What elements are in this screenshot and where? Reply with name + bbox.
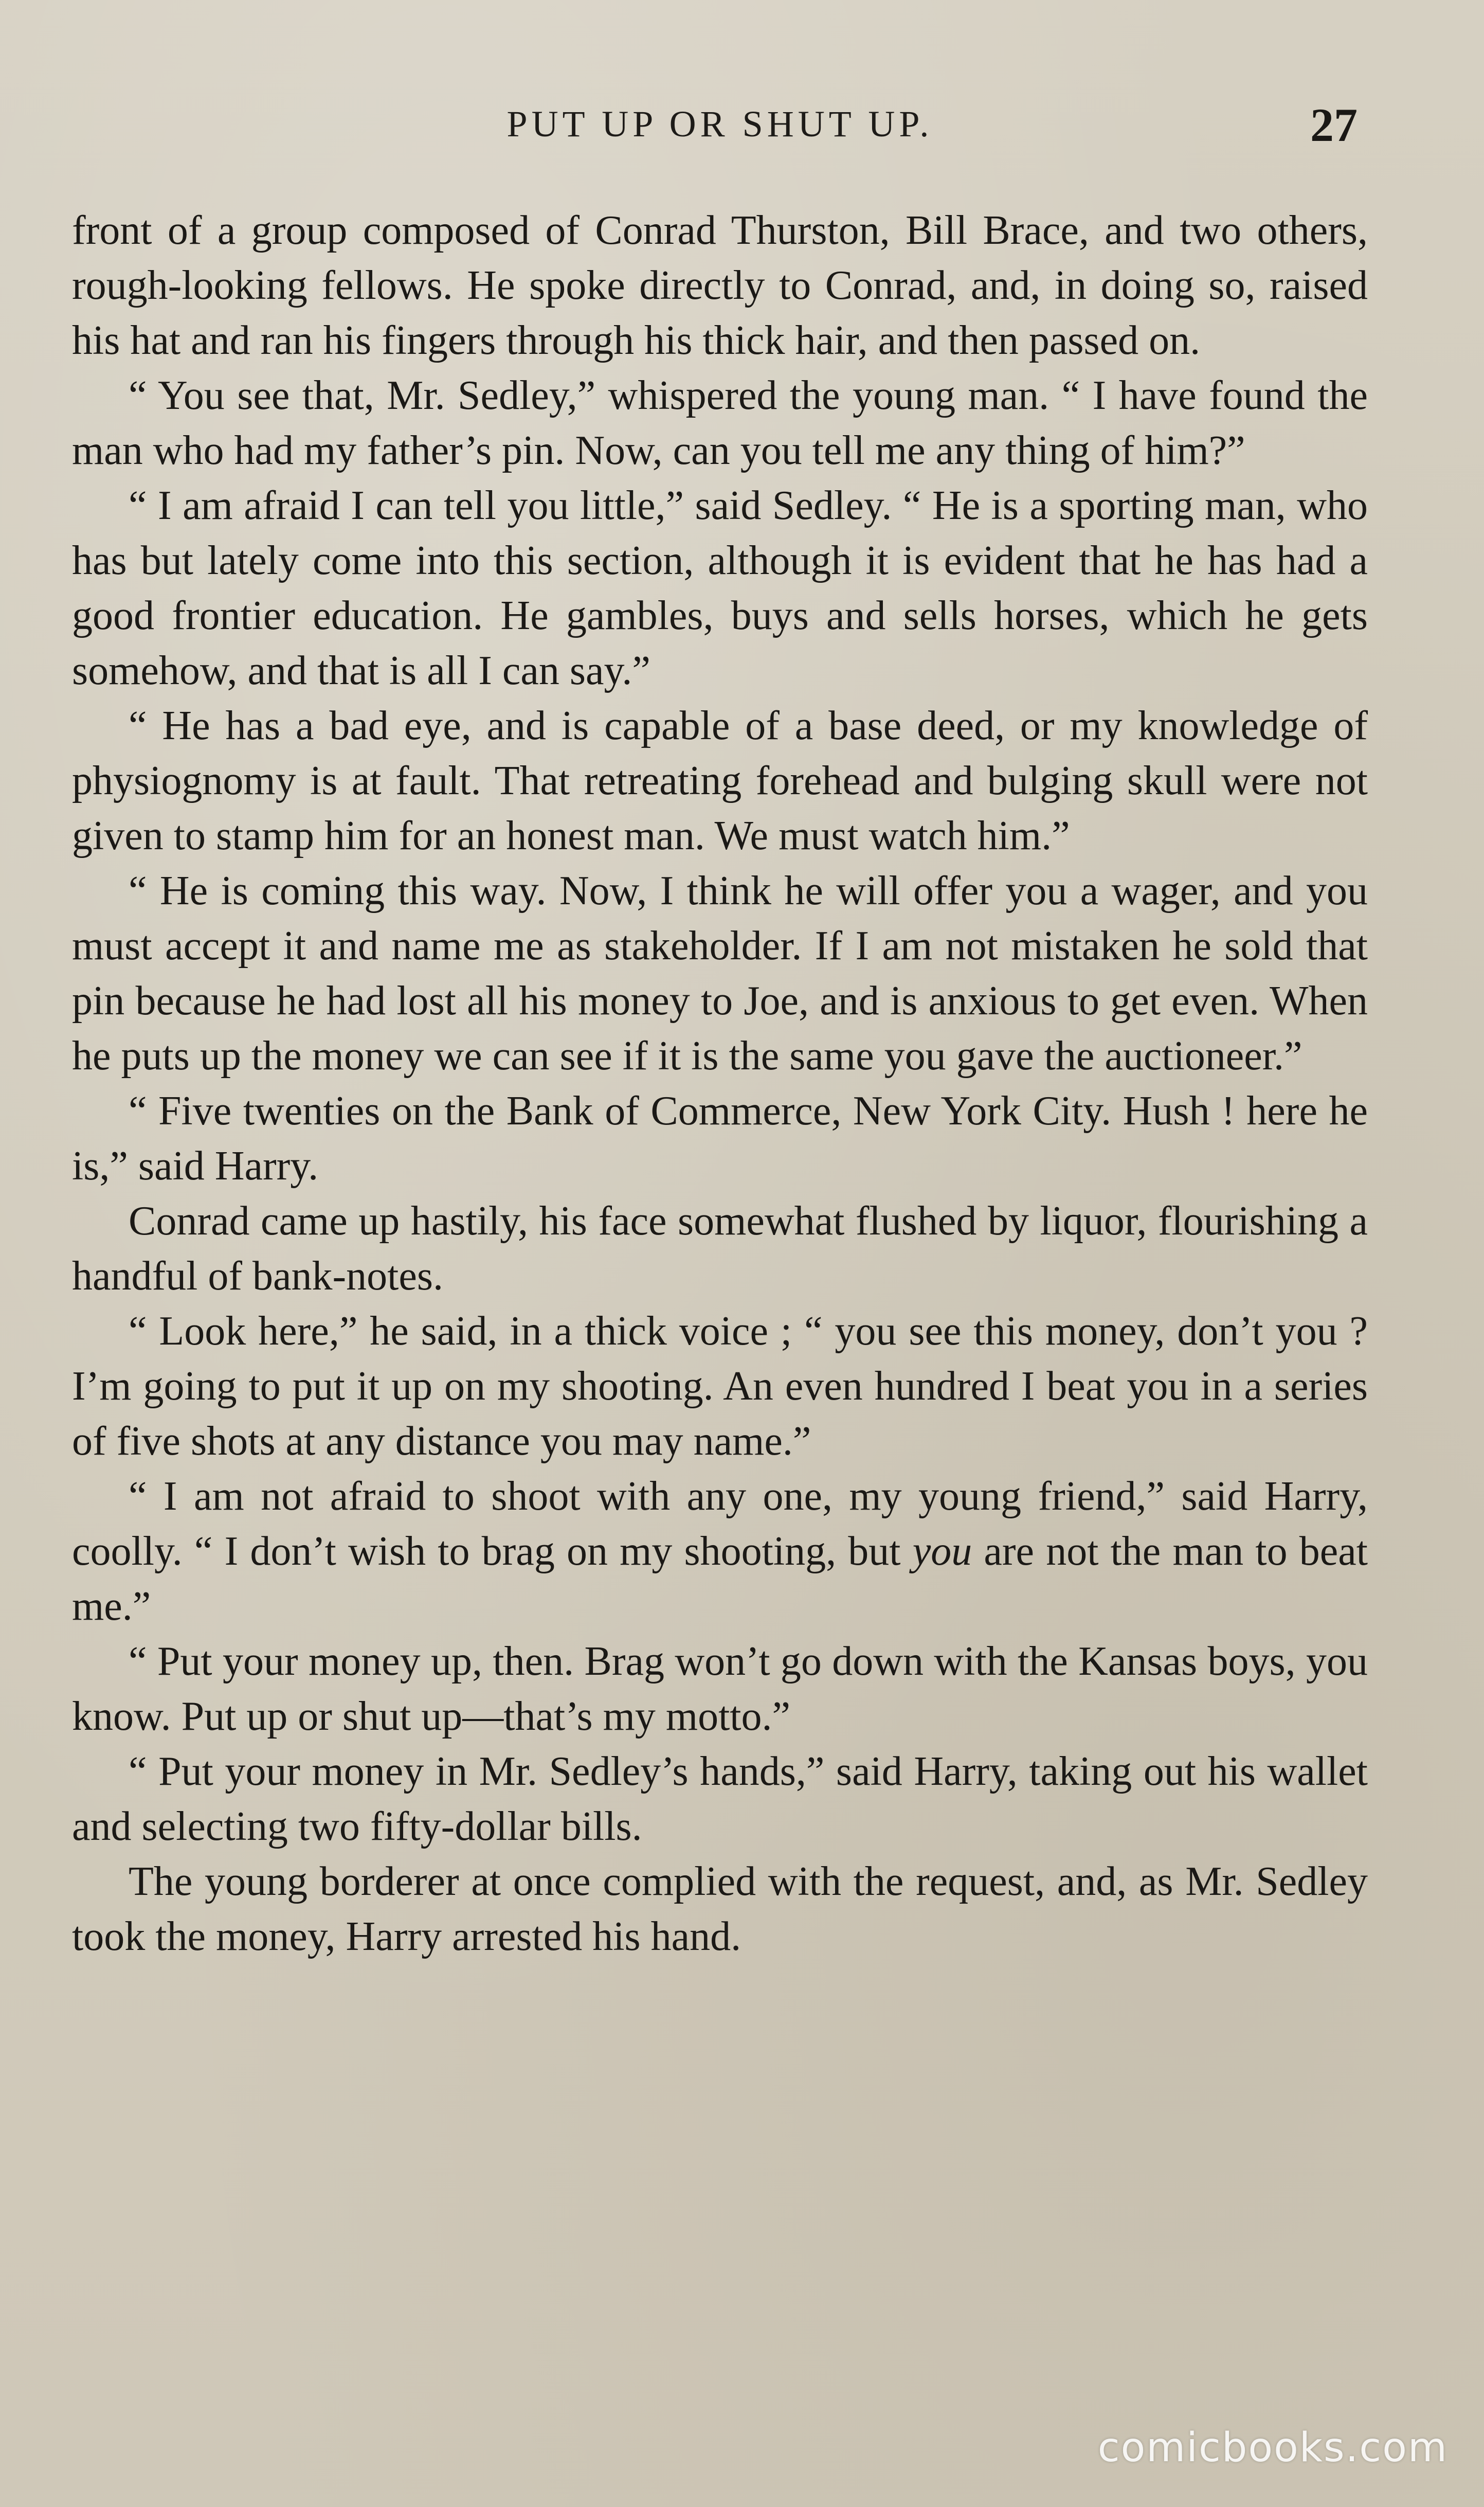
paragraph-1: front of a group composed of Conrad Thurston, Bill Brace, and two others, rough-looking fellows. He spoke directly to Conrad, and, in doing so, raised his hat and ran his fingers through his thick hair, and then passed on. [72, 208, 1368, 363]
paragraph-10: “ Put your money up, then. Brag won’t go down with the Kansas boys, you know. Put up or shut up—that’s my motto.” [72, 1639, 1368, 1739]
page-number: 27 [1310, 99, 1358, 151]
watermark: comicbooks.com [1097, 2425, 1448, 2471]
paragraph-9-end: are not the man to beat me.” [72, 1529, 1368, 1629]
paragraph-6: “ Five twenties on the Bank of Commerce, New York City. Hush ! here he is,” said Harry. [72, 1088, 1368, 1189]
body-text [72, 203, 1368, 1964]
paragraph-7: Conrad came up hastily, his face somewhat flushed by liquor, flourishing a handful of bank-notes. [72, 1198, 1368, 1299]
emphasis-word: you [912, 1529, 972, 1574]
running-head [72, 98, 1368, 159]
paragraph-8: “ Look here,” he said, in a thick voice ; “ you see this money, don’t you ? I’m going to put it up on my shooting. An even hundred I beat you in a series of five shots at any distance you may name.” [72, 1309, 1368, 1464]
paragraph-5: “ He is coming this way. Now, I think he will offer you a wager, and you must accept it and name me as stakeholder. If I am not mistaken he sold that pin because he had lost all his money to Joe, and is anxious to get even. When he puts up the money we can see if it is the same you gave the auctioneer.” [72, 868, 1368, 1079]
paragraph-4: “ He has a bad eye, and is capable of a base deed, or my knowledge of physiognomy is at fault. That retreating forehead and bulging skull were not given to stamp him for an honest man. We must watch him.” [72, 703, 1368, 858]
paragraph-9 [72, 1469, 1368, 1634]
paragraph-11: “ Put your money in Mr. Sedley’s hands,” said Harry, taking out his wallet and selecting two fifty-dollar bills. [72, 1749, 1368, 1849]
paragraph-2: “ You see that, Mr. Sedley,” whispered the young man. “ I have found the man who had my father’s pin. Now, can you tell me any thing of him?” [72, 373, 1368, 473]
paragraph-12: The young borderer at once complied with the request, and, as Mr. Sedley took the money, Harry arrested his hand. [72, 1859, 1368, 1959]
paragraph-3: “ I am afraid I can tell you little,” said Sedley. “ He is a sporting man, who has but lately come into this section, although it is evident that he has had a good frontier education. He gambles, buys and sells horses, which he gets somehow, and that is all I can say.” [72, 483, 1368, 693]
running-title: PUT UP OR SHUT UP. [506, 103, 933, 145]
paragraph-9-start: “ I am not afraid to shoot with any one, my young friend,” said Harry, coolly. “ I don’t wish to brag on my shooting, but [72, 1474, 1368, 1574]
